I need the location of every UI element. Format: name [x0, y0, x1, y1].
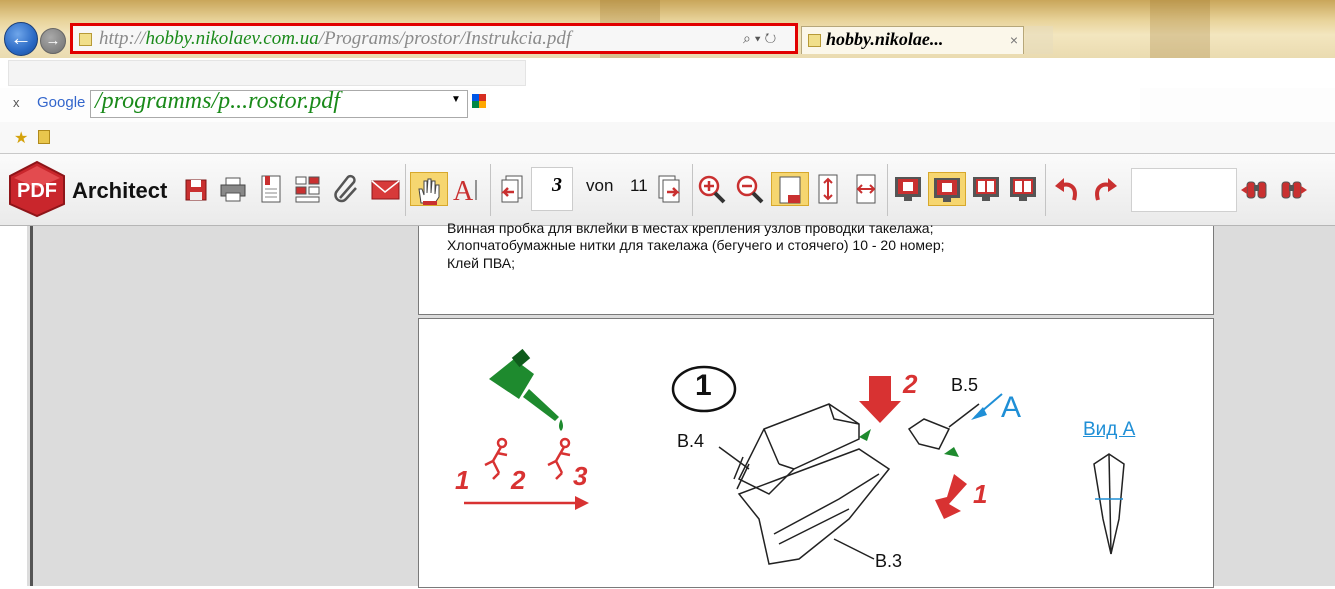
document-viewer[interactable] — [0, 220, 1335, 586]
view-a-label: Вид А — [1083, 419, 1136, 440]
save-button[interactable] — [182, 172, 212, 206]
google-search-dropdown-icon[interactable]: ▼ — [451, 94, 461, 105]
fit-width-button[interactable] — [851, 172, 881, 206]
previous-page-button[interactable] — [496, 172, 526, 206]
fit-width-icon — [851, 172, 881, 206]
page-text-line: Винная пробка для вклейки в местах крепления узлов проводки такелажа; — [447, 220, 934, 236]
favorites-star-icon[interactable]: ★ — [14, 130, 29, 147]
paperclip-icon — [332, 172, 362, 206]
tab-favicon-icon — [808, 34, 821, 47]
google-toolbar-close-button[interactable]: x — [13, 95, 20, 110]
print-button[interactable] — [218, 172, 248, 206]
toolbar-separator — [692, 164, 693, 216]
url-scheme: http:// — [99, 28, 146, 49]
tab-title: hobby.nikolae... — [826, 29, 944, 49]
logo-text: PDF — [17, 180, 57, 202]
two-page-icon — [971, 172, 1001, 206]
sequence-arrow-icon — [464, 496, 589, 510]
google-toolbar — [0, 88, 1335, 122]
pdf-architect-logo-icon — [6, 160, 68, 218]
two-page-view-button[interactable] — [971, 172, 1001, 206]
continuous-page-icon — [929, 173, 965, 207]
toolbar-separator — [887, 164, 888, 216]
form-fields-button[interactable] — [293, 172, 323, 206]
hull-parts-sketch — [719, 404, 979, 564]
current-page-input[interactable] — [531, 167, 573, 211]
previous-page-icon — [496, 172, 526, 206]
new-tab-button[interactable] — [1025, 26, 1053, 54]
back-button[interactable] — [4, 22, 38, 56]
favorites-bar — [0, 122, 1335, 154]
email-icon — [370, 172, 400, 206]
undo-icon — [1052, 172, 1082, 206]
zoom-out-button[interactable] — [735, 172, 765, 206]
glue-bottle-icon — [489, 349, 563, 431]
find-previous-button[interactable] — [1240, 172, 1270, 206]
actual-size-button[interactable] — [771, 172, 809, 206]
text-select-icon — [452, 172, 482, 206]
document-icon — [256, 172, 286, 206]
tab-close-button[interactable]: × — [1009, 32, 1018, 48]
fit-height-button[interactable] — [813, 172, 843, 206]
navigation-pane — [0, 226, 27, 586]
save-icon — [182, 172, 212, 206]
zoom-in-icon — [697, 172, 727, 206]
attach-button[interactable] — [332, 172, 362, 206]
view-a-sketch — [1094, 454, 1124, 554]
document-properties-button[interactable] — [256, 172, 286, 206]
url-path: /Programs/prostor/Instrukcia.pdf — [318, 28, 572, 49]
google-toolbar-area — [490, 88, 1140, 122]
red-arrow-label: 1 — [973, 479, 988, 509]
command-bar — [0, 58, 1335, 88]
view-direction-label: A — [1001, 391, 1022, 424]
background-decoration — [1150, 0, 1210, 58]
running-figure-icon — [485, 439, 570, 479]
binoculars-next-icon — [1278, 172, 1308, 206]
two-page-continuous-button[interactable] — [1008, 172, 1038, 206]
navigation-pane-border — [30, 226, 33, 586]
single-page-view-button[interactable] — [893, 172, 923, 206]
find-input[interactable] — [1131, 168, 1237, 212]
browser-title-bar — [0, 0, 1335, 58]
arrow-right-icon: → — [45, 32, 61, 49]
page-text-line: Клей ПВА; — [447, 255, 515, 271]
zoom-out-icon — [735, 172, 765, 206]
google-search-input[interactable] — [90, 90, 468, 118]
google-logo: Google — [37, 94, 86, 111]
toolbar-separator — [405, 164, 406, 216]
part-label: B.5 — [951, 375, 979, 395]
select-text-button[interactable] — [452, 172, 482, 206]
toolbar-separator — [490, 164, 491, 216]
part-label: B.3 — [875, 551, 903, 571]
step-number: 1 — [695, 369, 712, 402]
svg-text:A: A — [453, 176, 474, 206]
brand-name: Architect — [72, 178, 168, 203]
zoom-in-button[interactable] — [697, 172, 727, 206]
email-button[interactable] — [370, 172, 400, 206]
page-of-label: von — [586, 176, 614, 195]
next-page-icon — [655, 172, 685, 206]
assembly-diagram — [419, 319, 1215, 589]
arrow-left-icon: ← — [10, 25, 32, 50]
forward-button[interactable] — [40, 28, 66, 54]
fit-height-icon — [813, 172, 843, 206]
url-host: hobby.nikolaev.com.ua — [145, 28, 319, 49]
command-bar-area — [8, 60, 526, 86]
add-favorite-icon[interactable] — [38, 130, 50, 144]
address-url[interactable] — [99, 28, 571, 50]
next-page-button[interactable] — [655, 172, 685, 206]
page-text-line: Хлопчатобумажные нитки для такелажа (бегучего и стоячего) 10 - 20 номер; — [447, 237, 945, 253]
toolbar-separator — [1045, 164, 1046, 216]
sequence-number: 2 — [511, 465, 526, 495]
green-arrow-icon — [859, 429, 959, 457]
address-bar[interactable] — [70, 23, 798, 54]
red-arrow-label: 2 — [903, 369, 918, 399]
pdf-toolbar — [0, 154, 1335, 226]
hand-tool-button[interactable] — [410, 172, 448, 206]
continuous-view-button[interactable] — [928, 172, 966, 206]
actual-size-icon — [772, 173, 808, 207]
page-favicon-icon — [79, 33, 92, 46]
redo-icon — [1090, 172, 1120, 206]
current-page-value: 3 — [552, 174, 562, 196]
total-pages: 11 — [630, 176, 648, 195]
form-icon — [293, 172, 323, 206]
google-search-value: /programms/p...rostor.pdf — [95, 90, 340, 114]
pdf-page-previous — [418, 220, 1214, 315]
sequence-number: 1 — [455, 465, 470, 495]
google-search-button-icon[interactable] — [472, 94, 486, 108]
binoculars-previous-icon — [1240, 172, 1270, 206]
hand-icon — [411, 173, 447, 207]
two-page-continuous-icon — [1008, 172, 1038, 206]
address-controls[interactable]: ⌕ ▾ ↻ — [743, 30, 777, 46]
sequence-number: 3 — [573, 461, 588, 491]
browser-tab[interactable] — [801, 26, 1024, 54]
find-next-button[interactable] — [1278, 172, 1308, 206]
undo-button[interactable] — [1052, 172, 1082, 206]
single-page-icon — [893, 172, 923, 206]
redo-button[interactable] — [1090, 172, 1120, 206]
pdf-page-current — [418, 318, 1214, 588]
print-icon — [218, 172, 248, 206]
part-label: B.4 — [677, 431, 705, 451]
